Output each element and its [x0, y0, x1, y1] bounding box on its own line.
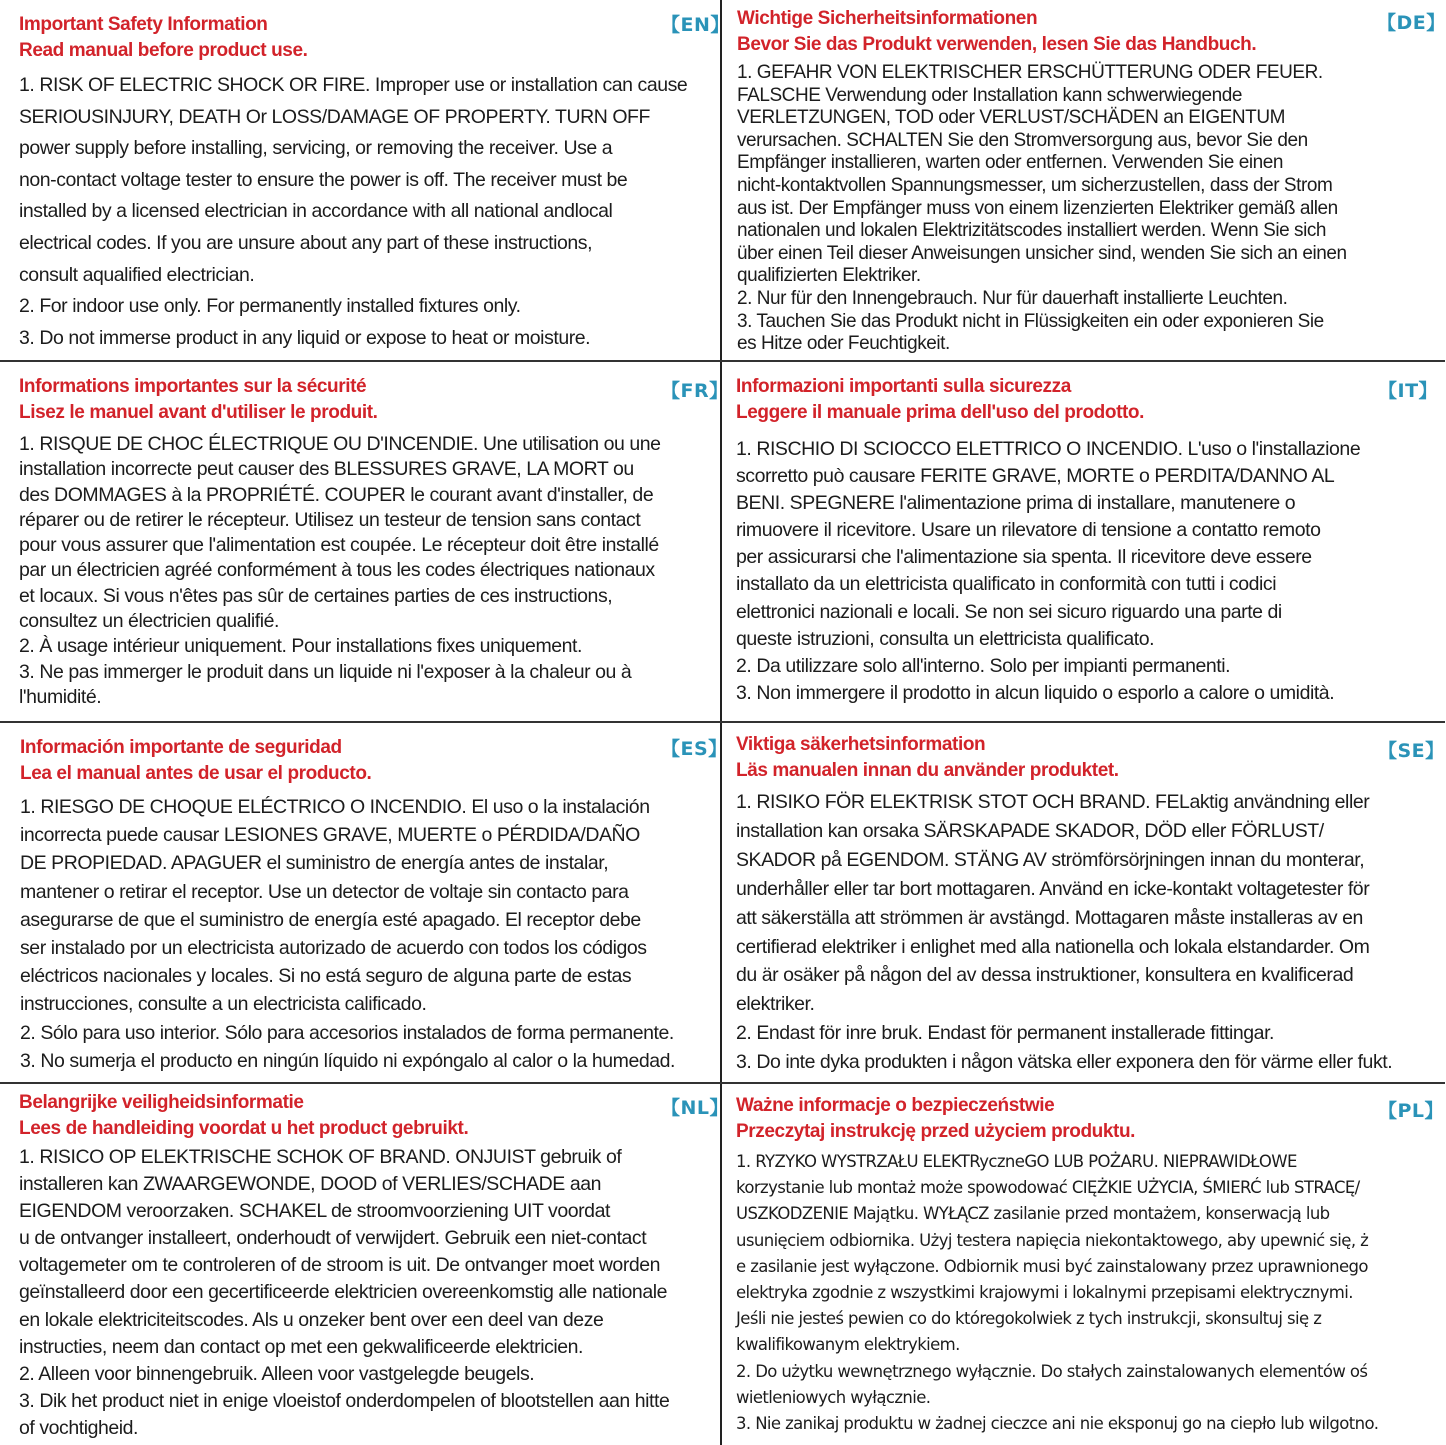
body-line: VERLETZUNGEN, TOD oder VERLUST/SCHÄDEN an EIGENTUM: [737, 107, 1285, 129]
body-line: 3. Tauchen Sie das Produkt nicht in Flüssigkeiten ein oder exponieren Sie: [737, 310, 1324, 332]
body-line: SERIOUSINJURY, DEATH Or LOSS/DAMAGE OF PROPERTY. TURN OFF: [19, 105, 650, 128]
section-body: [737, 62, 1445, 356]
body-line: 3. Non immergere il prodotto in alcun liquido o esporlo a calore o umidità.: [736, 681, 1335, 704]
body-line: underhåller eller tar bort mottagaren. Använd en icke-kontakt voltagetester för: [736, 877, 1370, 900]
section-nl: [0, 1084, 730, 1445]
body-line: usunięciem odbiornika. Użyj testera napięcia niekontaktowego, aby upewnić się, ż: [736, 1230, 1369, 1250]
section-es: [0, 723, 728, 1082]
body-line: EIGENDOM veroorzaken. SCHAKEL de stroomvoorziening UIT voordat: [19, 1200, 610, 1223]
section-title: Important Safety Information: [19, 14, 268, 35]
body-line: 3. Ne pas immerger le produit dans un liquide ni l'exposer à la chaleur ou à: [19, 660, 632, 683]
body-line: ser instalado por un electricista autorizado de acuerdo con todos los códigos: [20, 937, 647, 960]
body-line: des DOMMAGES à la PROPRIÉTÉ. COUPER le courant avant d'installer, de: [19, 483, 654, 506]
body-line: 3. No sumerja el producto en ningún líquido ni expóngalo al calor o la humedad.: [20, 1049, 675, 1072]
section-de: [722, 0, 1445, 360]
body-line: att säkerställa att strömmen är avstängd. Mottagaren måste installeras av en: [736, 906, 1363, 929]
section-body: [19, 432, 720, 710]
body-line: geïnstalleerd door een gecertificeerde elektricien overeenkomstig alle nationale: [19, 1281, 667, 1304]
body-line: USZKODZENIE Majątku. WYŁĄCZ zasilanie przed montażem, konserwacją lub: [736, 1204, 1330, 1224]
body-line: per assicurarsi che l'alimentazione sia spenta. Il ricevitore deve essere: [736, 546, 1312, 569]
body-line: 1. RIESGO DE CHOQUE ELÉCTRICO O INCENDIO. El uso o la instalación: [20, 796, 650, 818]
section-body: [19, 1144, 720, 1442]
section-title: Informazioni importanti sulla sicurezza: [736, 376, 1071, 397]
section-subtitle: Read manual before product use.: [19, 40, 308, 61]
language-tag: 【NL】: [661, 1097, 730, 1119]
body-line: 2. Nur für den Innengebrauch. Nur für dauerhaft installierte Leuchten.: [737, 287, 1288, 309]
body-line: qualifizierten Elektriker.: [737, 265, 921, 287]
language-tag: 【PL】: [1378, 1100, 1445, 1122]
body-line: FALSCHE Verwendung oder Installation kann schwerwiegende: [737, 84, 1243, 106]
language-tag: 【IT】: [1378, 380, 1439, 402]
body-line: certifierad elektriker i enlighet med alla nationella och lokala elstandarder. Om: [736, 935, 1370, 958]
body-line: installeren kan ZWAARGEWONDE, DOOD of VERLIES/SCHADE aan: [19, 1173, 602, 1196]
body-line: du är osäker på någon del av dessa instruktioner, konsultera en kvalificerad: [736, 964, 1354, 987]
section-body: [736, 436, 1445, 707]
body-line: incorrecta puede causar LESIONES GRAVE, MUERTE o PÉRDIDA/DAÑO: [20, 824, 640, 847]
section-title: Belangrijke veiligheidsinformatie: [19, 1092, 304, 1113]
body-line: wietleniowych wyłącznie.: [736, 1387, 931, 1407]
body-line: über einen Teil dieser Anweisungen unsicher sind, wenden Sie sich an einen: [737, 242, 1347, 264]
body-line: non-contact voltage tester to ensure the power is off. The receiver must be: [19, 168, 628, 191]
body-line: electrical codes. If you are unsure about any part of these instructions,: [19, 231, 593, 254]
section-subtitle: Przeczytaj instrukcję przed użyciem produktu.: [736, 1121, 1136, 1142]
body-line: asegurarse de que el suministro de energía esté apagado. El receptor debe: [20, 908, 641, 931]
section-title: Wichtige Sicherheitsinformationen: [737, 8, 1038, 29]
body-line: nationalen und lokalen Elektrizitätscodes installiert werden. Wenn Sie sich: [737, 220, 1327, 242]
body-line: e zasilanie jest wyłączone. Odbiornik musi być zainstalowany przez uprawnionego: [736, 1256, 1368, 1276]
body-line: es Hitze oder Feuchtigkeit.: [737, 333, 950, 355]
body-line: 2. Do użytku wewnętrznego wyłącznie. Do stałych zainstalowanych elementów oś: [736, 1361, 1368, 1381]
body-line: verursachen. SCHALTEN Sie den Stromversorgung aus, bevor Sie den: [737, 129, 1308, 151]
body-line: DE PROPIEDAD. APAGUER el suministro de energía antes de instalar,: [20, 852, 609, 875]
body-line: consult aqualified electrician.: [19, 263, 255, 286]
body-line: rimuovere il ricevitore. Usare un rilevatore di tensione a contatto remoto: [736, 519, 1321, 542]
section-title: Información importante de seguridad: [20, 737, 342, 758]
body-line: l'humidité.: [19, 685, 102, 708]
language-tag: 【FR】: [661, 380, 729, 402]
body-line: installato da un elettricista qualificato in conformità con tutti i codici: [736, 573, 1277, 596]
section-en: [0, 0, 730, 360]
body-line: 3. Do not immerse product in any liquid or expose to heat or moisture.: [19, 326, 591, 349]
language-tag: 【DE】: [1377, 12, 1446, 34]
body-line: eléctricos nacionales y locales. Si no está seguro de alguna parte de estas: [20, 965, 632, 988]
body-line: 3. Nie zanikaj produktu w żadnej cieczce ani nie eksponuj go na ciepło lub wilgotno.: [736, 1414, 1379, 1434]
body-line: 2. À usage intérieur uniquement. Pour installations fixes uniquement.: [19, 635, 582, 658]
body-line: kwalifikowanym elektrykiem.: [736, 1335, 960, 1355]
section-title: Viktiga säkerhetsinformation: [736, 734, 986, 755]
body-line: 3. Dik het product niet in enige vloeistof onderdompelen of blootstellen aan hitte: [19, 1389, 670, 1412]
body-line: 1. GEFAHR VON ELEKTRISCHER ERSCHÜTTERUNG ODER FEUER.: [737, 62, 1323, 83]
body-line: elektriker.: [736, 993, 815, 1016]
body-line: BENI. SPEGNERE l'alimentazione prima di installare, manutenere o: [736, 492, 1296, 515]
body-line: instructies, neem dan contact op met een gekwalificeerde elektricien.: [19, 1335, 584, 1358]
body-line: Jeśli nie jesteś pewien co do któregokolwiek z tych instrukcji, skonsultuj się z: [736, 1309, 1322, 1329]
body-line: 1. RISIKO FÖR ELEKTRISK STOT OCH BRAND. FELaktig användning eller: [736, 791, 1370, 813]
section-subtitle: Bevor Sie das Produkt verwenden, lesen Sie das Handbuch.: [737, 34, 1257, 55]
body-line: queste istruzioni, consulta un elettricista qualificato.: [736, 627, 1155, 650]
body-line: voltagemeter om te controleren of de stroom is uit. De ontvanger moet worden: [19, 1254, 661, 1277]
language-tag: 【SE】: [1378, 740, 1445, 762]
body-line: 2. Sólo para uso interior. Sólo para accesorios instalados de forma permanente.: [20, 1021, 674, 1044]
body-line: of vochtigheid.: [19, 1416, 139, 1439]
body-line: 1. RISK OF ELECTRIC SHOCK OR FIRE. Improper use or installation can cause: [19, 74, 688, 96]
body-line: pour vous assurer que l'alimentation est coupée. Le récepteur doit être installé: [19, 534, 659, 557]
body-line: elettronici nazionali e locali. Se non sei sicuro riguardo una parte di: [736, 600, 1282, 623]
language-tag: 【EN】: [661, 14, 730, 36]
body-line: scorretto può causare FERITE GRAVE, MORTE o PERDITA/DANNO AL: [736, 465, 1335, 488]
section-body: [736, 1149, 1445, 1437]
body-line: instrucciones, consulte a un electricista calificado.: [20, 993, 427, 1016]
section-title: Informations importantes sur la sécurité: [19, 376, 367, 397]
section-subtitle: Läs manualen innan du använder produktet.: [736, 760, 1119, 781]
body-line: 2. For indoor use only. For permanently installed fixtures only.: [19, 295, 521, 318]
body-line: consultez un électricien qualifié.: [19, 610, 280, 633]
body-line: nicht-kontaktvollen Spannungsmesser, um sicherzustellen, dass der Strom: [737, 174, 1333, 196]
section-pl: [722, 1084, 1445, 1445]
body-line: power supply before installing, servicing, or removing the receiver. Use a: [19, 137, 613, 160]
body-line: elektryka zgodnie z wszystkimi krajowymi i lokalnymi przepisami elektrycznymi.: [736, 1283, 1353, 1303]
body-line: korzystanie lub montaż może spowodować CIĘŻKIE UŻYCIA, ŚMIERĆ lub STRACĘ/: [736, 1178, 1360, 1198]
language-tag: 【ES】: [661, 738, 728, 760]
body-line: 3. Do inte dyka produkten i någon vätska eller exponera den för värme eller fukt.: [736, 1051, 1393, 1074]
section-fr: [0, 362, 729, 721]
body-line: Empfänger installieren, warten oder entfernen. Verwenden Sie einen: [737, 152, 1283, 174]
body-line: u de ontvanger installeert, onderhoudt of verwijdert. Gebruik een niet-contact: [19, 1227, 647, 1250]
body-line: 1. RISQUE DE CHOC ÉLECTRIQUE OU D'INCENDIE. Une utilisation ou une: [19, 433, 661, 455]
body-line: 2. Da utilizzare solo all'interno. Solo per impianti permanenti.: [736, 654, 1231, 677]
body-line: installation kan orsaka SÄRSKAPADE SKADOR, DÖD eller FÖRLUST/: [736, 819, 1324, 842]
section-subtitle: Leggere il manuale prima dell'uso del prodotto.: [736, 402, 1145, 423]
section-subtitle: Lees de handleiding voordat u het product gebruikt.: [19, 1118, 469, 1139]
section-body: [19, 70, 720, 354]
body-line: installed by a licensed electrician in accordance with all national andlocal: [19, 200, 613, 223]
body-line: et locaux. Si vous n'êtes pas sûr de certaines parties de ces instructions,: [19, 584, 613, 607]
section-body: [20, 793, 720, 1075]
section-title: Ważne informacje o bezpieczeństwie: [736, 1095, 1055, 1116]
body-line: aus ist. Der Empfänger muss von einem lizenzierten Elektriker gemäß allen: [737, 197, 1338, 219]
body-line: 1. RISCHIO DI SCIOCCO ELETTRICO O INCENDIO. L'uso o l'installazione: [736, 438, 1361, 460]
body-line: 1. RYZYKO WYSTRZAŁU ELEKTRyczneGO LUB POŻARU. NIEPRAWIDŁOWE: [736, 1152, 1297, 1171]
body-line: 1. RISICO OP ELEKTRISCHE SCHOK OF BRAND. ONJUIST gebruik of: [19, 1146, 622, 1168]
section-se: [722, 723, 1445, 1082]
body-line: par un électricien agréé conformément à tous les codes électriques nationaux: [19, 559, 655, 582]
body-line: mantener o retirar el receptor. Use un detector de voltaje sin contacto para: [20, 880, 629, 903]
body-line: 2. Alleen voor binnengebruik. Alleen voor vastgelegde beugels.: [19, 1362, 535, 1385]
body-line: 2. Endast för inre bruk. Endast för permanent installerade fittingar.: [736, 1022, 1275, 1045]
section-subtitle: Lea el manual antes de usar el producto.: [20, 763, 372, 784]
body-line: réparer ou de retirer le récepteur. Utilisez un testeur de tension sans contact: [19, 508, 641, 531]
section-it: [722, 362, 1445, 721]
body-line: en lokale elektriciteitscodes. Als u onzeker bent over een deel van deze: [19, 1308, 604, 1331]
section-body: [736, 788, 1445, 1077]
body-line: SKADOR på EGENDOM. STÄNG AV strömförsörjningen innan du monterar,: [736, 848, 1365, 871]
body-line: installation incorrecte peut causer des BLESSURES GRAVE, LA MORT ou: [19, 458, 634, 481]
section-subtitle: Lisez le manuel avant d'utiliser le produit.: [19, 402, 378, 423]
